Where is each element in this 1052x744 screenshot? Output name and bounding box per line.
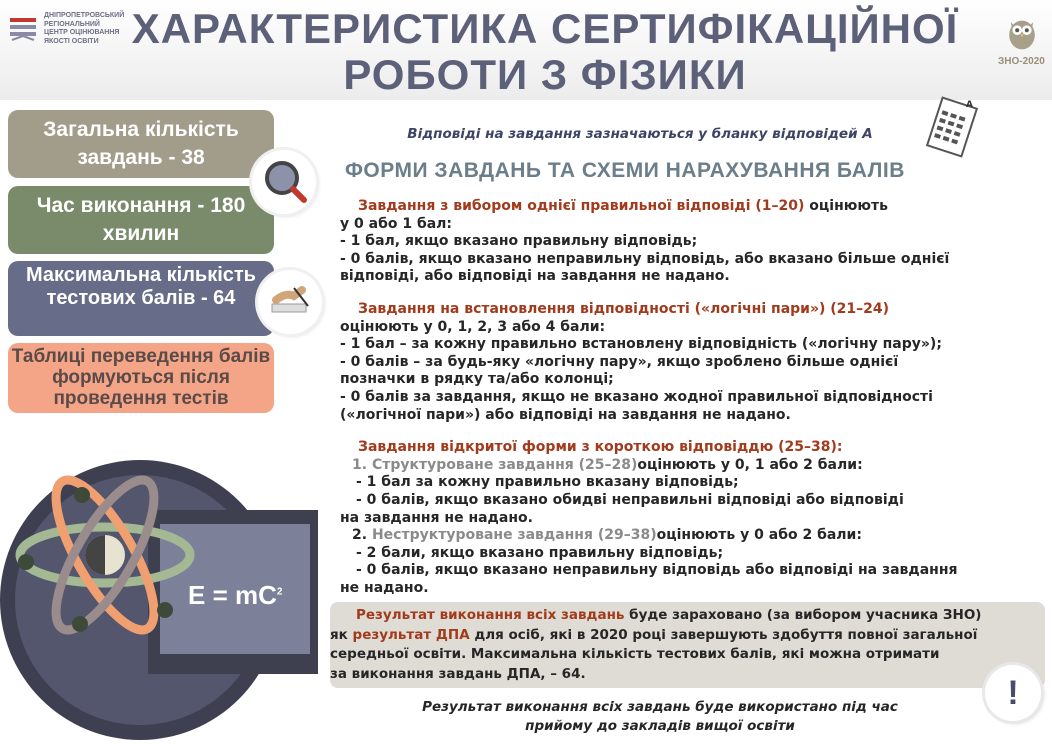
formula-base: E = mC [188,580,277,610]
block2-line: - 1 бал – за кожну правильно встановлену відповідність («логічну пару»); [340,336,942,353]
title-line-1: ХАРАКТЕРИСТИКА СЕРТИФІКАЦІЙНОЇ [131,5,959,52]
answer-sheet-icon [922,96,982,158]
block2-title: Завдання на встановлення відповідності («логічні пари») (21–24) [358,300,890,317]
result-line [330,606,1045,626]
total-tasks-box: Загальна кількість завдань - 38 [8,110,274,178]
result-highlight: Результат виконання всіх завдань [356,607,625,623]
logo-line: ДНІПРОПЕТРОВСЬКИЙ [44,12,125,19]
header [0,0,1052,100]
block1-title: Завдання з вибором однієї правильної відповіді (1–20) [358,198,805,214]
result-line [330,626,1045,646]
formula-exponent: 2 [276,586,283,598]
sub2-line: - 2 бали, якщо вказано правильну відповідь; [356,544,724,561]
logo-line: ЦЕНТР ОЦІНЮВАННЯ [44,29,120,36]
sub1-number: 1. [352,456,372,473]
magnifier-icon [252,150,316,214]
footer-note-line: прийому до закладів вищої освіти [525,718,795,734]
logo-text [44,12,124,46]
block1-heading [340,198,1050,216]
result-box [330,602,1045,688]
sub2-tail: оцінюють у 0 або 2 бали: [656,527,862,544]
answer-sheet-letter: А [966,100,973,110]
writing-hand-icon [258,270,322,334]
result-highlight: результат ДПА [352,626,470,643]
title-line-2: РОБОТИ З ФІЗИКИ [343,51,747,98]
block1-line: відповіді, або відповіді на завдання не надано. [340,268,730,285]
exclamation-icon: ! [985,665,1041,721]
block1-line: - 1 бал, якщо вказано правильну відповідь; [340,233,698,250]
block3-sub2 [340,527,1050,545]
sub1-line: на завдання не надано. [340,509,533,526]
sub2-line: не надано. [340,579,429,596]
logo-mark-icon [10,16,36,42]
result-line: за виконання завдань ДПА, – 64. [330,665,586,682]
info-line: Відповіді на завдання зазначаються у бланку відповідей А [407,126,873,142]
block2-line: - 0 балів за завдання, якщо не вказано жодної правильної відповідності [340,388,933,405]
page-title [120,6,970,98]
block2-line: позначки в рядку та/або колонці; [340,371,614,388]
result-line: середньої освіти. Максимальна кількість тестових балів, які можна отримати [330,646,940,662]
scoring-rules [340,198,1050,597]
owl-icon [998,8,1048,68]
block3-sub1 [340,457,1050,475]
atom-icon [10,470,210,650]
sub1-title: Структуроване завдання (25–28) [371,456,638,473]
block2-line: - 0 балів – за будь-яку «логічну пару», якщо зроблено більше однієї [340,353,899,370]
result-fragment: буде зараховано (за вибором учасника ЗНО) [624,607,982,623]
logo-line: ЯКОСТІ ОСВІТИ [44,37,99,45]
result-fragment: як [330,626,353,643]
block2-line: («логічної пари») або відповіді на завдання не надано. [340,406,791,423]
duration-box: Час виконання - 180 хвилин [8,186,274,254]
sub2-line: - 0 балів, якщо вказано неправильну відповідь або відповіді на завдання [356,562,958,579]
block3-title: Завдання відкритої форми з короткою відповіддю (25–38): [358,439,843,456]
result-fragment: для осіб, які в 2020 році завершують здобуття повної загальної [469,626,978,643]
sub2-title: Неструктуроване завдання (29–38) [371,527,657,544]
block2-line: оцінюють у 0, 1, 2, 3 або 4 бали: [340,318,606,335]
block1-title-tail: оцінюють [804,198,888,214]
zno-label: ЗНО-2020 [998,56,1045,67]
block1-line: у 0 або 1 бал: [340,215,453,232]
sub1-line: - 1 бал за кожну правильно вказану відповідь; [356,474,739,491]
sub1-line: - 0 балів, якщо вказано обидві неправильні відповіді або відповіді [356,491,904,508]
section-title: ФОРМИ ЗАВДАНЬ ТА СХЕМИ НАРАХУВАННЯ БАЛІВ [345,159,905,182]
footer-note-line: Результат виконання всіх завдань буде використано під час [422,699,898,715]
block1-line: - 0 балів, якщо вказано неправильну відповідь, або вказано більше однієї [340,250,950,267]
max-score-box: Максимальна кількість тестових балів - 64 [8,261,274,336]
sub1-tail: оцінюють у 0, 1 або 2 бали: [637,456,863,473]
footer-note [380,698,940,736]
logo-line: РЕГІОНАЛЬНИЙ [44,20,100,28]
tables-note-box: Таблиці переведення балів формуються після проведення тестів [8,343,274,413]
sub2-number: 2. [352,527,372,544]
result-text [330,606,1045,684]
